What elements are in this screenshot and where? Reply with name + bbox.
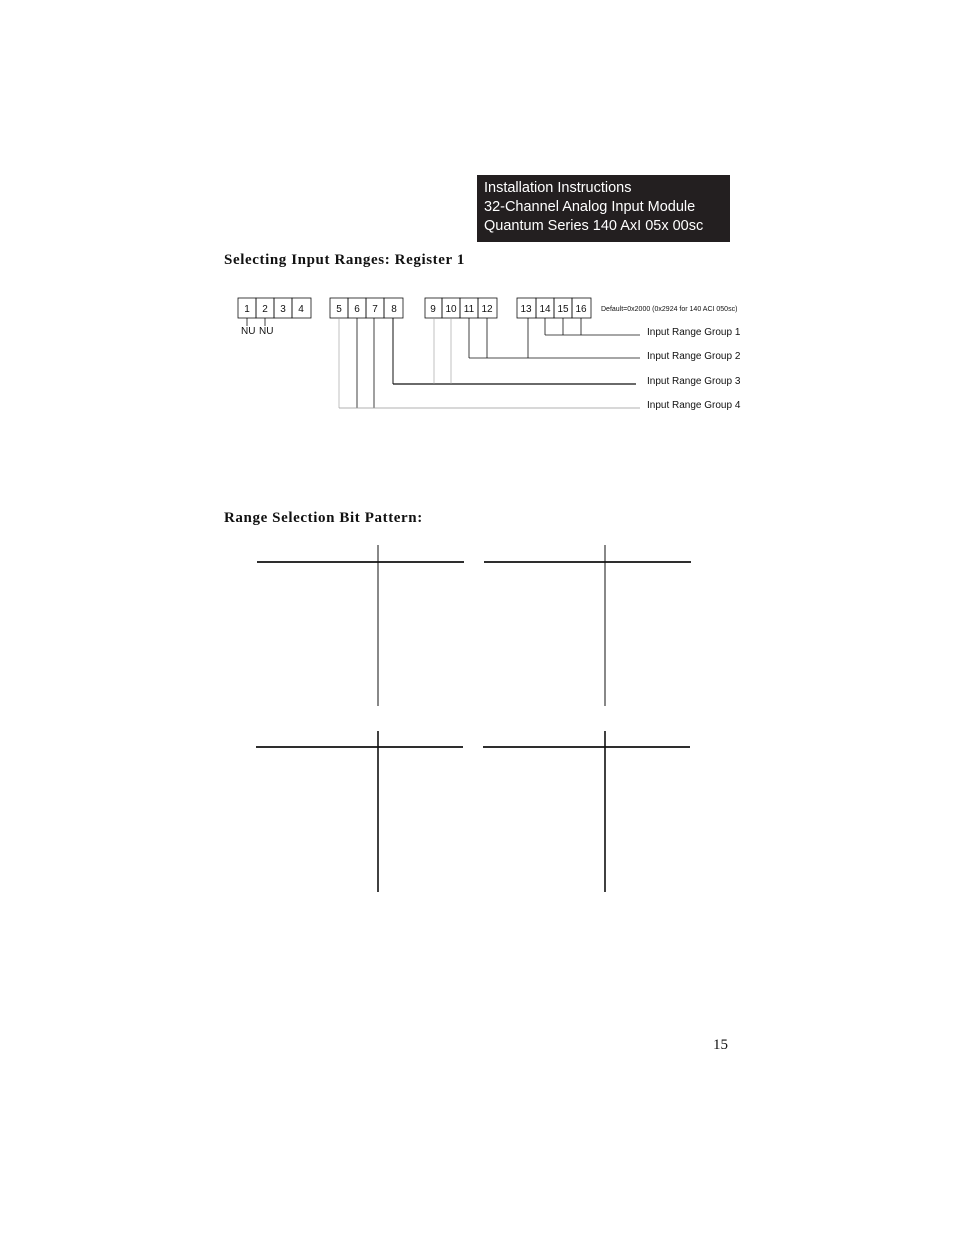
bit-label-16: 16	[575, 304, 587, 315]
bit-label-5: 5	[336, 304, 342, 315]
group1-leader	[545, 318, 640, 335]
bit-pattern-tables	[256, 545, 691, 892]
group3-leader	[393, 318, 636, 384]
default-note: Default=0x2000 (0x2924 for 140 ACI 050sc)	[601, 306, 738, 313]
bit-label-7: 7	[372, 304, 378, 315]
group-label-2: Input Range Group 2	[647, 351, 741, 362]
bit-label-10: 10	[445, 304, 457, 315]
nu-label-1: NU	[241, 326, 256, 337]
section-title-range-selection-bit-pattern: Range Selection Bit Pattern:	[224, 510, 423, 526]
bit-label-14: 14	[539, 304, 551, 315]
bit-label-1: 1	[244, 304, 250, 315]
bit-pattern-table-4	[483, 731, 690, 892]
bit-label-8: 8	[391, 304, 397, 315]
bit-label-9: 9	[430, 304, 436, 315]
bit-label-15: 15	[557, 304, 569, 315]
bit-pattern-table-2	[484, 545, 691, 706]
group-label-4: Input Range Group 4	[647, 400, 741, 411]
group2-leader	[469, 318, 640, 358]
group4-leader	[339, 318, 640, 408]
bit-label-11: 11	[463, 304, 475, 315]
header-line-2: 32-Channel Analog Input Module	[484, 199, 696, 215]
bit-pattern-table-1	[257, 545, 464, 706]
group-label-1: Input Range Group 1	[647, 327, 741, 338]
bit-label-4: 4	[298, 304, 304, 315]
header-line-1: Installation Instructions	[484, 180, 632, 196]
nu-label-2: NU	[259, 326, 274, 337]
bit-label-3: 3	[280, 304, 286, 315]
bit-label-2: 2	[262, 304, 268, 315]
bit-pattern-table-3	[256, 731, 463, 892]
section-title-selecting-input-ranges: Selecting Input Ranges: Register 1	[224, 252, 465, 268]
bit-label-13: 13	[520, 304, 532, 315]
bit-label-12: 12	[481, 304, 493, 315]
bit-label-6: 6	[354, 304, 360, 315]
page-number: 15	[713, 1037, 728, 1053]
group-label-3: Input Range Group 3	[647, 376, 741, 387]
header-line-3: Quantum Series 140 AxI 05x 00sc	[484, 218, 704, 234]
